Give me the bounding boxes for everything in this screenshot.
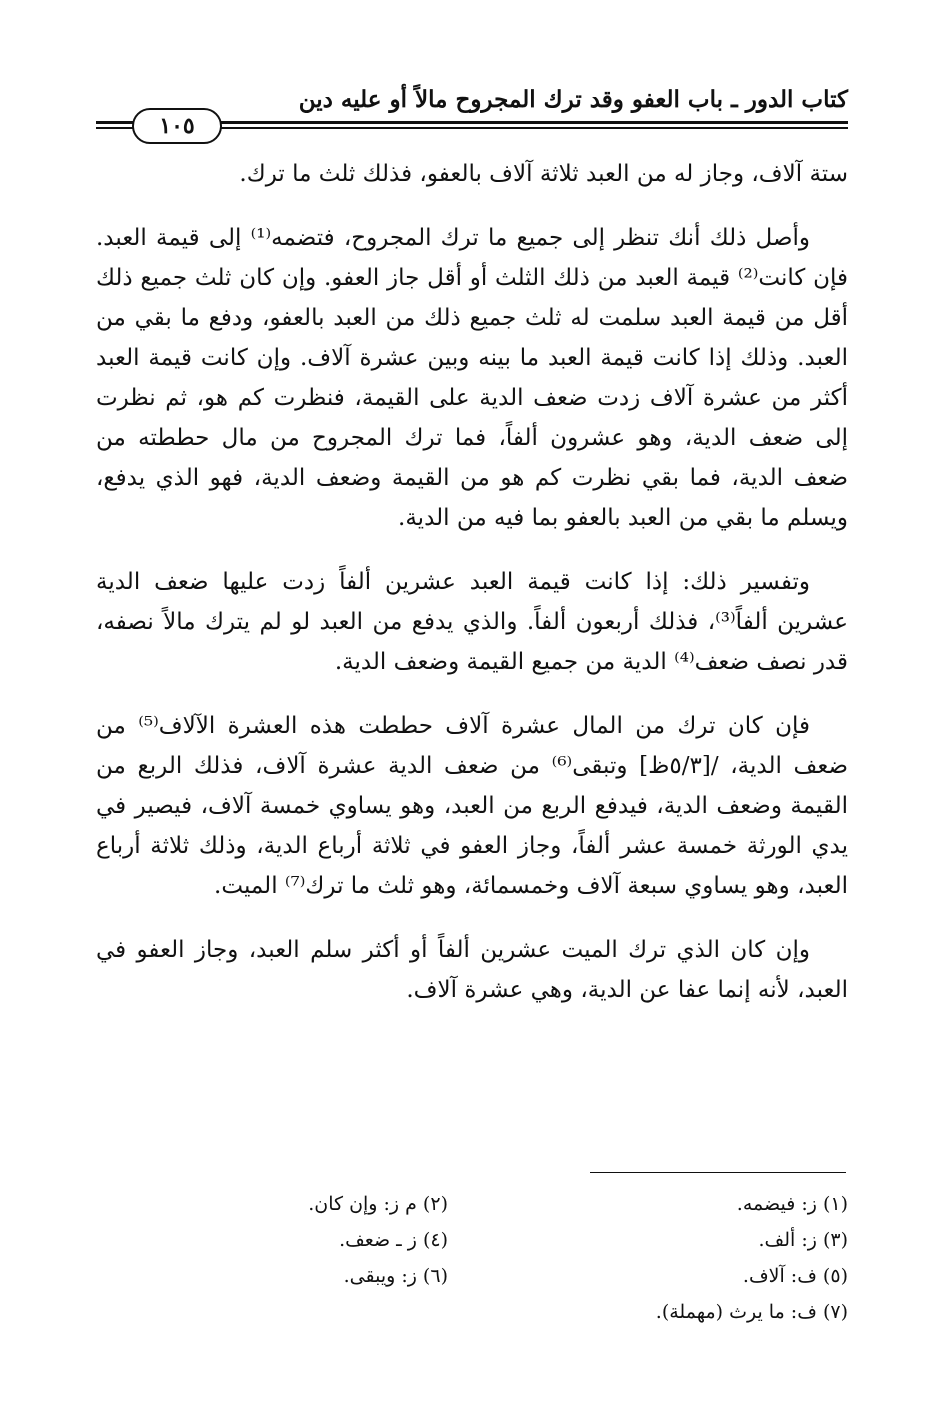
footnote: (٦) ز: ويبقى. — [343, 1265, 448, 1287]
paragraph: وأصل ذلك أنك تنظر إلى جميع ما ترك المجروح، فتضمه⁽¹⁾ إلى قيمة العبد. فإن كانت⁽²⁾ قيمة العبد من ذلك الثلث أو أقل جاز العفو. وإن كان ثلث جميع ذلك أقل من قيمة العبد سلمت له ثلث جميع ذلك من العبد بالعفو، ودفع ما بقي من العبد. وذلك إذا كانت قيمة العبد ما بينه وبين عشرة آلاف. وإن كانت قيمة العبد أكثر من عشرة آلاف زدت ضعف الدية على القيمة، فنظرت كم هو، ثم نظرت إلى ضعف الدية، وهو عشرون ألفاً، فما ترك المجروح من مال حططته من ضعف الدية، فما بقي نظرت كم هو من القيمة وضعف الدية، فهو الذي يدفع، ويسلم ما بقي من العبد بالعفو بما فيه من الدية. — [96, 225, 848, 531]
footnotes-left-column — [148, 1186, 448, 1294]
paragraph: ستة آلاف، وجاز له من العبد ثلاثة آلاف بالعفو، فذلك ثلث ما ترك. — [239, 161, 848, 187]
footnote-separator — [590, 1172, 846, 1173]
footnote: (٧) ف: ما يرث (مهملة). — [655, 1301, 848, 1323]
running-title: كتاب الدور ـ باب العفو وقد ترك المجروح مالاً أو عليه دين — [298, 86, 848, 113]
footnote: (٣) ز: ألف. — [758, 1229, 848, 1251]
footnote: (١) ز: فيضمه. — [736, 1193, 848, 1215]
paragraph: وتفسير ذلك: إذا كانت قيمة العبد عشرين ألفاً زدت عليها ضعف الدية عشرين ألفاً⁽³⁾، فذلك أربعون ألفاً. والذي يدفع من العبد لو لم يترك مالاً نصفه، قدر نصف ضعف⁽⁴⁾ الدية من جميع القيمة وضعف الدية. — [96, 569, 848, 675]
page-number: ١٠٥ — [132, 108, 222, 144]
footnote: (٤) ز ـ ضعف. — [339, 1229, 448, 1251]
footnote: (٥) ف: آلاف. — [742, 1265, 848, 1287]
footnotes-right-column — [548, 1186, 848, 1294]
paragraph: فإن كان ترك من المال عشرة آلاف حططت هذه العشرة الآلاف⁽⁵⁾ من ضعف الدية، /[٥/٣ظ] وتبقى⁽⁶⁾ من ضعف الدية عشرة آلاف، فذلك الربع من القيمة وضعف الدية، فيدفع الربع من العبد، وهو يساوي خمسة آلاف، فيصير في يدي الورثة خمسة عشر ألفاً، وجاز العفو في ثلاثة أرباع الدية، وذلك ثلاثة أرباع العبد، وهو يساوي سبعة آلاف وخمسمائة، وهو ثلث ما ترك⁽⁷⁾ الميت. — [96, 713, 848, 899]
main-text — [96, 154, 848, 1034]
footnote: (٢) م ز: وإن كان. — [308, 1193, 448, 1215]
page-header — [96, 82, 848, 144]
paragraph: وإن كان الذي ترك الميت عشرين ألفاً أو أكثر سلم العبد، وجاز العفو في العبد، لأنه إنما عفا عن الدية، وهي عشرة آلاف. — [96, 937, 848, 1003]
